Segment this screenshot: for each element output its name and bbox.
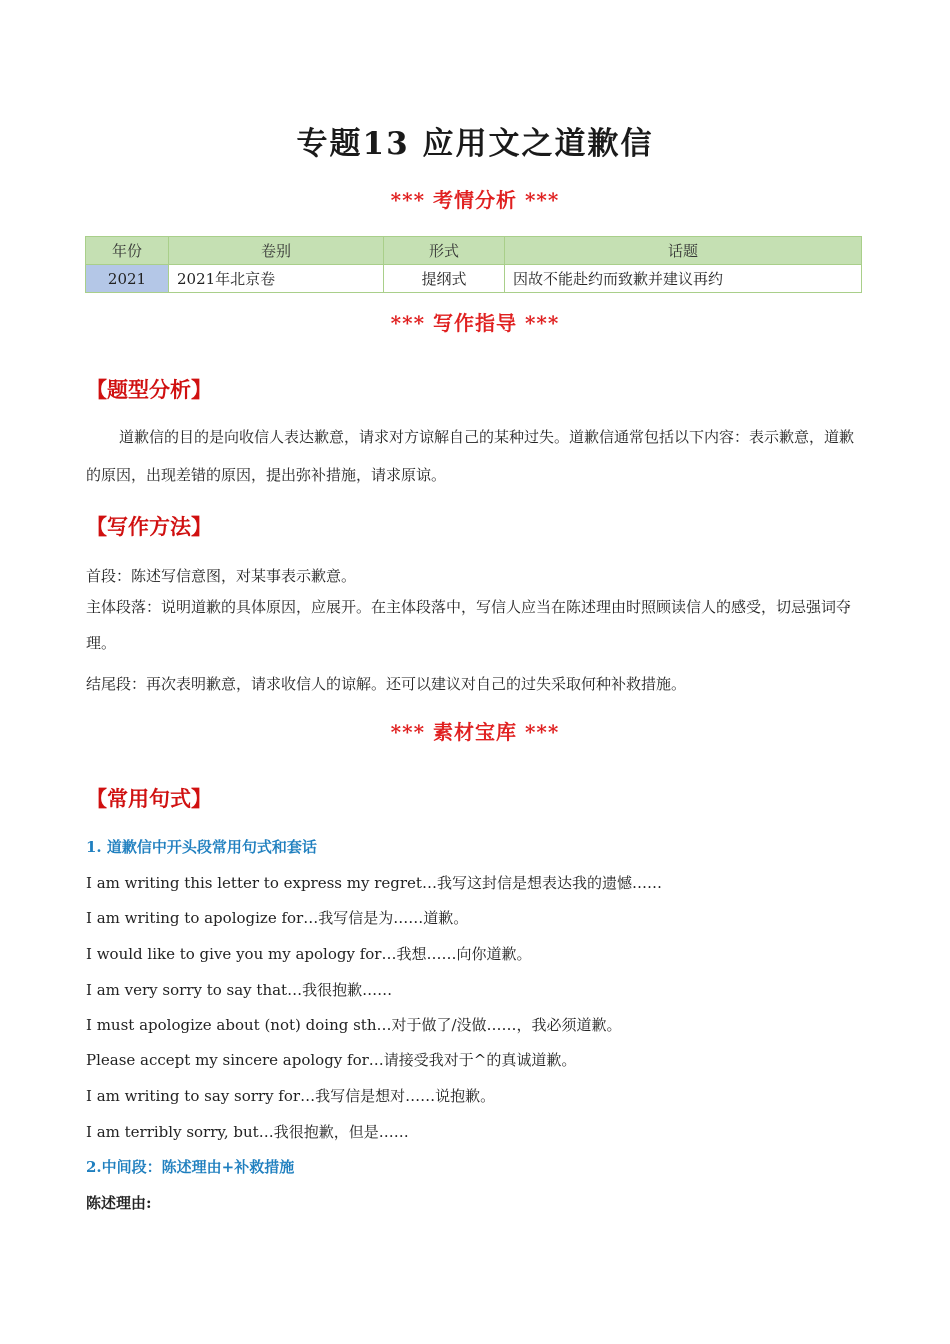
header-paper: 卷别 [169,237,384,265]
list-item: I am writing to apologize for…我写信是为……道歉。 [86,909,469,927]
list-item: I would like to give you my apology for…我想……向你道歉。 [86,945,532,963]
method-end-paragraph: 结尾段：再次表明歉意，请求收信人的谅解。还可以建议对自己的过失采取何种补救措施。 [86,675,687,693]
cell-year: 2021 [86,265,169,293]
exam-info-table [85,236,862,293]
method-body-paragraph: 主体段落：说明道歉的具体原因，应展开。在主体段落中，写信人应当在陈述理由时照顾读信人的感受，切忌强词夺理。 [86,598,852,652]
banner-material-bank: *** 素材宝库 *** [390,720,560,744]
list-item: I am terribly sorry, but…我很抱歉，但是…… [86,1123,409,1141]
section-writing-method-heading: 【写作方法】 [86,514,212,539]
table-header-row [86,237,862,265]
type-analysis-paragraph: 道歉信的目的是向收信人表达歉意，请求对方谅解自己的某种过失。道歉信通常包括以下内容：表示歉意，道歉的原因，出现差错的原因，提出弥补措施，请求原谅。 [86,428,855,484]
reasons-label: 陈述理由: [86,1194,152,1212]
cell-format: 提纲式 [384,265,505,293]
subheading-opening: 1. 道歉信中开头段常用句式和套话 [86,838,317,856]
table-row [86,265,862,293]
header-topic: 话题 [505,237,862,265]
cell-paper: 2021年北京卷 [169,265,384,293]
list-item: Please accept my sincere apology for…请接受我对于^的真诚道歉。 [86,1051,577,1069]
cell-topic: 因故不能赴约而致歉并建议再约 [505,265,862,293]
header-year: 年份 [86,237,169,265]
page-title: 专题13 应用文之道歉信 [296,126,654,162]
list-item: I must apologize about (not) doing sth…对于做了/没做……，我必须道歉。 [86,1016,622,1034]
list-item: I am very sorry to say that…我很抱歉…… [86,981,393,999]
section-type-analysis-heading: 【题型分析】 [86,377,212,402]
banner-exam-analysis: *** 考情分析 *** [390,188,560,212]
list-item: I am writing to say sorry for…我写信是想对……说抱歉。 [86,1087,496,1105]
method-first-paragraph: 首段：陈述写信意图，对某事表示歉意。 [86,567,357,585]
section-common-sentences-heading: 【常用句式】 [86,786,212,811]
banner-writing-guide: *** 写作指导 *** [390,311,560,335]
header-format: 形式 [384,237,505,265]
subheading-middle: 2.中间段：陈述理由+补救措施 [86,1158,295,1176]
list-item: I am writing this letter to express my regret…我写这封信是想表达我的遗憾…… [86,874,662,892]
